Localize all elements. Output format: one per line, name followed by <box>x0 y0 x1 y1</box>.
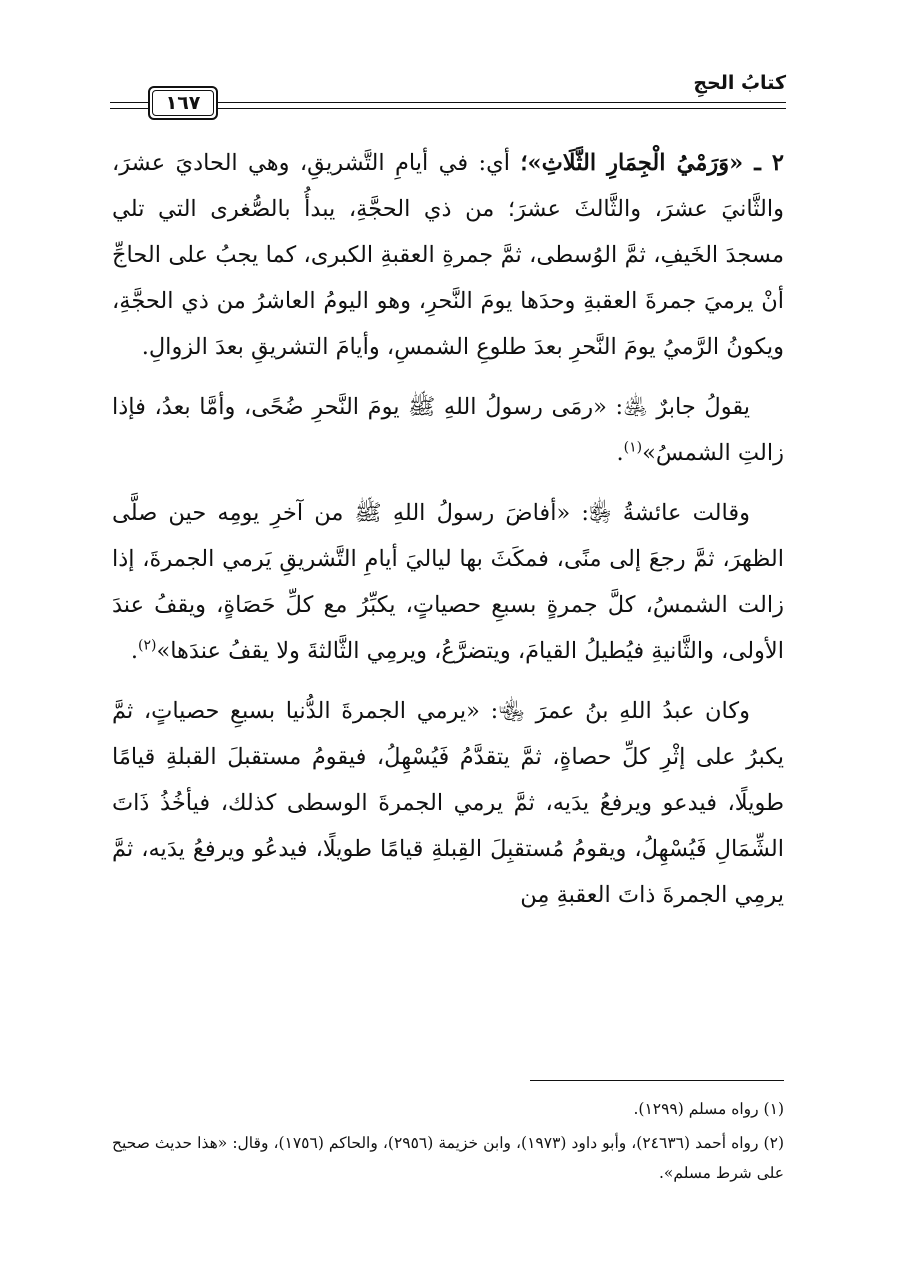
page-number-frame <box>148 86 218 120</box>
paragraph-tail: . <box>130 638 138 664</box>
footnote-reference: (٢) <box>137 637 157 654</box>
paragraph-text: وقالت عائشةُ ﵂: «أفاضَ رسولُ اللهِ ﷺ من آخرِ يومِه حين صلَّى الظهرَ، ثمَّ رجعَ إلى منًى، فمكَثَ بها لياليَ أيامِ التَّشريقِ يَرمي الجمرةَ، إذا زالت الشمسُ، كلَّ جمرةٍ بسبعِ حصياتٍ، يكبِّرُ مع كلِّ حَصَاةٍ، ويقفُ عندَ الأولى، والثَّانيةِ فيُطيلُ القيامَ، ويتضرَّعُ، ويرمِي الثَّالثةَ ولا يقفُ عندَها» <box>112 500 784 664</box>
paragraph-text: يقولُ جابرٌ ﵁: «رمَى رسولُ اللهِ ﷺ يومَ النَّحرِ ضُحًى، وأمَّا بعدُ، فإذا زالتِ الشمسُ» <box>112 394 784 466</box>
paragraph-text: وكان عبدُ اللهِ بنُ عمرَ ﵄: «يرمي الجمرةَ الدُّنيا بسبعِ حصياتٍ، ثمَّ يكبرُ على إثْرِ كلِّ حصاةٍ، ثمَّ يتقدَّمُ فَيُسْهِلُ، فيقومُ مستقبلَ القبلةِ قيامًا طويلًا، فيدعو ويرفعُ يدَيه، ثمَّ يرمي الجمرةَ الوسطى كذلك، فيأخُذُ ذَاتَ الشِّمَالِ فَيُسْهِلُ، ويقومُ مُستقبِلَ القِبلةِ قيامًا طويلًا، فيدعُو ويرفعُ يدَيه، ثمَّ يرمِي الجمرةَ ذاتَ العقبةِ مِن <box>112 698 784 908</box>
footnote-divider <box>530 1080 784 1081</box>
footnote-1: (١) رواه مسلم (١٢٩٩). <box>633 1100 784 1118</box>
footnote-reference: (١) <box>623 439 643 456</box>
paragraph-2 <box>112 384 784 476</box>
paragraph-text: أي: في أيامِ التَّشريقِ، وهي الحاديَ عشرَ، والثَّانيَ عشرَ، والثَّالثَ عشرَ؛ من ذي الحجَّةِ، يبدأُ بالصُّغرى التي تلي مسجدَ الخَيفِ، ثمَّ الوُسطى، ثمَّ جمرةِ العقبةِ الكبرى، كما يجبُ على الحاجِّ أنْ يرميَ جمرةَ العقبةِ وحدَها يومَ النَّحرِ، وهو اليومُ العاشرُ من ذي الحجَّةِ، ويكونُ الرَّميُ يومَ النَّحرِ بعدَ طلوعِ الشمسِ، وأيامَ التشريقِ بعدَ الزوالِ. <box>112 150 784 360</box>
paragraph-3 <box>112 490 784 674</box>
running-title: كتابُ الحجِ <box>693 72 786 94</box>
footnote-2: (٢) رواه أحمد (٢٤٦٣٦)، وأبو داود (١٩٧٣)، وابن خزيمة (٢٩٥٦)، والحاكم (١٧٥٦)، وقال: «هذا حديث صحيح على شرط مسلم». <box>112 1134 784 1182</box>
footnotes <box>112 1094 784 1192</box>
page-number: ١٦٧ <box>152 90 214 116</box>
topic-heading: ٢ ـ «وَرَمْيُ الْجِمَارِ الثَّلَاثِ»؛ <box>520 150 784 176</box>
paragraph-tail: . <box>616 440 624 466</box>
page-header <box>110 68 786 128</box>
main-text <box>112 140 784 932</box>
paragraph-1 <box>112 140 784 370</box>
paragraph-4 <box>112 688 784 918</box>
